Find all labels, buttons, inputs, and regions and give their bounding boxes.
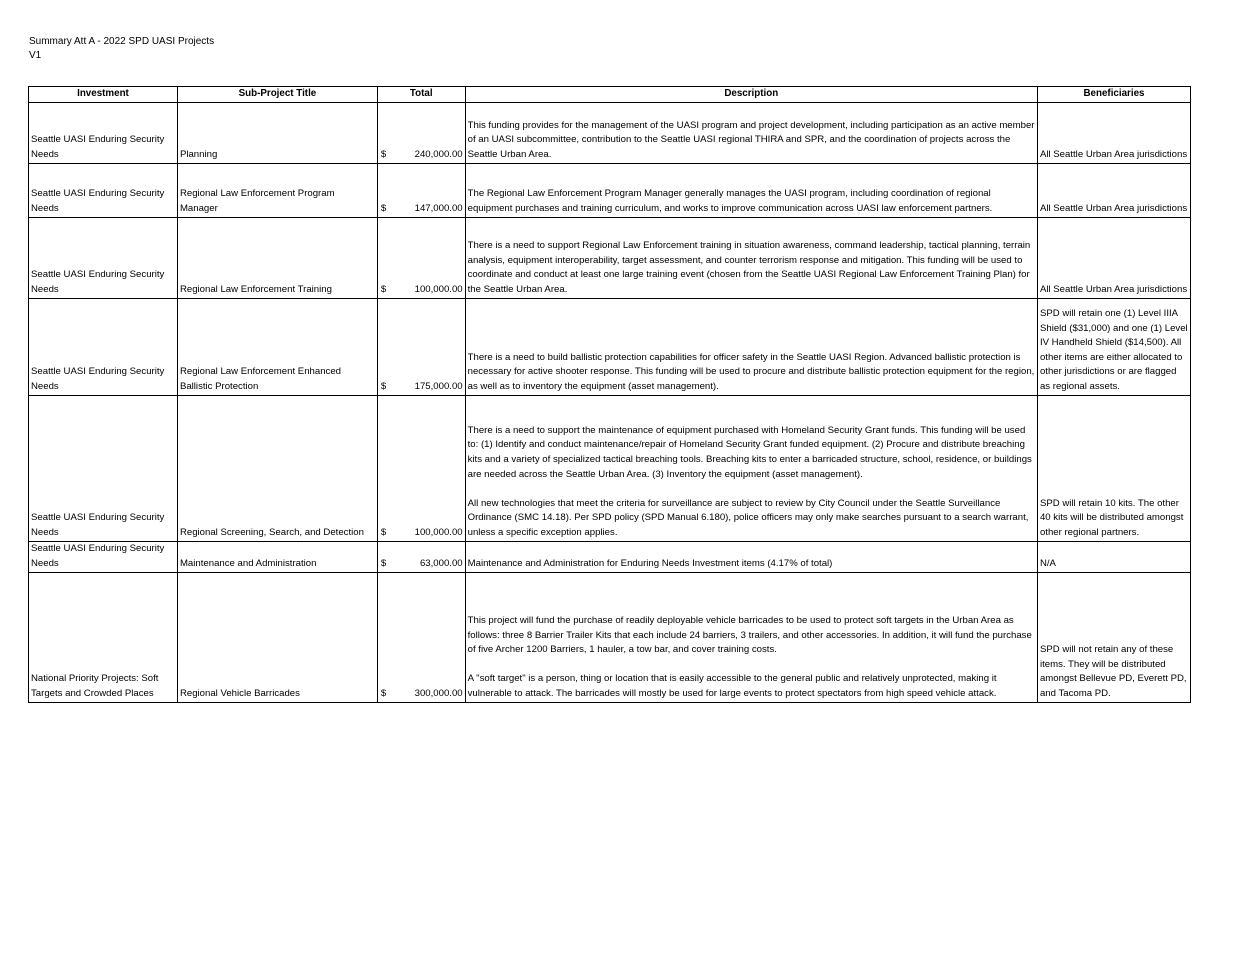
description-cell [465, 298, 1037, 395]
beneficiaries-cell: SPD will retain 10 kits. The other 40 kits will be distributed amongst other regional partners. [1037, 395, 1190, 541]
total-cell [377, 102, 465, 163]
beneficiaries-cell: All Seattle Urban Area jurisdictions [1037, 102, 1190, 163]
currency-symbol: $ [380, 149, 387, 160]
description-paragraph: There is a need to support the maintenance of equipment purchased with Homeland Security Grant funds. This funding will be used to: (1) Identify and conduct maintenance/repair of Homeland Security Grant funded equipment. (2) Procure and distribute breaching kits and a variety of specialized tactical breaching tools. Breaching kits to enter a barricaded structure, school, residence, or buildings are needed across the Seattle Urban Area. (3) Inventory the equipment (asset management). [467, 424, 1032, 480]
table-row [29, 102, 1191, 163]
table-row [29, 572, 1191, 702]
total-amount: 300,000.00 [414, 688, 463, 699]
total-amount: 240,000.00 [414, 149, 463, 160]
total-cell [377, 395, 465, 541]
column-header-total: Total [377, 87, 465, 103]
investment-cell: Seattle UASI Enduring Security Needs [29, 102, 178, 163]
description-paragraph: There is a need to support Regional Law Enforcement training in situation awareness, command leadership, tactical planning, terrain analysis, equipment interoperability, target assessment, and counter terrorism response and mitigation. This funding will be used to coordinate and conduct at least one large training event (chosen from the Seattle UASI Regional Law Enforcement Training Plan) for the Seattle Urban Area. [467, 240, 1031, 295]
total-amount: 63,000.00 [419, 558, 463, 569]
sub-project-cell: Regional Law Enforcement Training [177, 217, 377, 298]
investment-cell: Seattle UASI Enduring Security Needs [29, 217, 178, 298]
description-cell [465, 163, 1037, 217]
beneficiaries-cell: All Seattle Urban Area jurisdictions [1037, 163, 1190, 217]
sub-project-cell: Regional Law Enforcement Enhanced Ballistic Protection [177, 298, 377, 395]
sub-project-cell: Regional Vehicle Barricades [177, 572, 377, 702]
beneficiaries-cell: SPD will retain one (1) Level IIIA Shield ($31,000) and one (1) Level IV Handheld Shield ($14,500). All other items are either allocated to other jurisdictions or are flagged as regional assets. [1037, 298, 1190, 395]
sub-project-cell: Maintenance and Administration [177, 541, 377, 572]
investment-cell: National Priority Projects: Soft Targets and Crowded Places [29, 572, 178, 702]
total-amount: 175,000.00 [414, 381, 463, 392]
description-cell [465, 395, 1037, 541]
document-version: V1 [29, 50, 42, 61]
description-paragraph: All new technologies that meet the criteria for surveillance are subject to review by City Council under the Seattle Surveillance Ordinance (SMC 14.18). Per SPD policy (SPD Manual 6.180), police officers may only make searches pursuant to a search warrant, unless a specific exception applies. [467, 497, 1029, 538]
description-cell [465, 541, 1037, 572]
column-header-sub-project-title: Sub-Project Title [177, 87, 377, 103]
total-amount: 147,000.00 [414, 203, 463, 214]
currency-symbol: $ [380, 558, 387, 569]
document-header [29, 35, 214, 63]
description-cell [465, 217, 1037, 298]
projects-table [28, 86, 1191, 703]
description-paragraph: The Regional Law Enforcement Program Manager generally manages the UASI program, including coordination of regional equipment purchases and training curriculum, and works to improve communication across UASI law enforcement partners. [467, 188, 993, 214]
description-cell [465, 572, 1037, 702]
table-row [29, 217, 1191, 298]
table-row [29, 541, 1191, 572]
beneficiaries-cell: SPD will not retain any of these items. They will be distributed amongst Bellevue PD, Everett PD, and Tacoma PD. [1037, 572, 1190, 702]
investment-cell: Seattle UASI Enduring Security Needs [29, 298, 178, 395]
currency-symbol: $ [380, 284, 387, 295]
total-amount: 100,000.00 [414, 284, 463, 295]
table-row [29, 163, 1191, 217]
total-cell [377, 572, 465, 702]
total-cell [377, 217, 465, 298]
investment-cell: Seattle UASI Enduring Security Needs [29, 541, 178, 572]
description-paragraph: A "soft target" is a person, thing or location that is easily accessible to the general public and relatively unprotected, making it vulnerable to attack. The barricades will mostly be used for large events to protect spectators from high speed vehicle attack. [467, 673, 997, 699]
table-row [29, 298, 1191, 395]
description-paragraph: This funding provides for the management of the UASI program and project development, including participation as an active member of an UASI subcommittee, contribution to the Seattle UASI regional THIRA and SPR, and the coordination of projects across the Seattle Urban Area. [467, 119, 1035, 160]
description-paragraph: Maintenance and Administration for Enduring Needs Investment items (4.17% of total) [467, 558, 833, 569]
table-header-row [29, 87, 1191, 103]
currency-symbol: $ [380, 381, 387, 392]
description-paragraph: This project will fund the purchase of readily deployable vehicle barricades to be used to protect soft targets in the Urban Area as follows: three 8 Barrier Trailer Kits that each include 24 barriers, 3 trailers, and other accessories. In addition, it will fund the purchase of five Archer 1200 Barriers, 1 hauler, a tow bar, and cover training costs. [467, 615, 1032, 656]
total-cell [377, 541, 465, 572]
investment-cell: Seattle UASI Enduring Security Needs [29, 395, 178, 541]
column-header-beneficiaries: Beneficiaries [1037, 87, 1190, 103]
total-amount: 100,000.00 [414, 527, 463, 538]
document-title: Summary Att A - 2022 SPD UASI Projects [29, 36, 215, 47]
column-header-description: Description [465, 87, 1037, 103]
description-paragraph: There is a need to build ballistic protection capabilities for officer safety in the Seattle UASI Region. Advanced ballistic protection is necessary for active shooter response. This funding will be used to procure and distribute ballistic protection equipment for the region, as well as to inventory the equipment (asset management). [467, 351, 1035, 392]
total-cell [377, 163, 465, 217]
column-header-investment: Investment [29, 87, 178, 103]
currency-symbol: $ [380, 527, 387, 538]
description-cell [465, 102, 1037, 163]
currency-symbol: $ [380, 203, 387, 214]
currency-symbol: $ [380, 688, 387, 699]
sub-project-cell: Planning [177, 102, 377, 163]
investment-cell: Seattle UASI Enduring Security Needs [29, 163, 178, 217]
total-cell [377, 298, 465, 395]
sub-project-cell: Regional Law Enforcement Program Manager [177, 163, 377, 217]
table-row [29, 395, 1191, 541]
sub-project-cell: Regional Screening, Search, and Detection [177, 395, 377, 541]
beneficiaries-cell: N/A [1037, 541, 1190, 572]
beneficiaries-cell: All Seattle Urban Area jurisdictions [1037, 217, 1190, 298]
